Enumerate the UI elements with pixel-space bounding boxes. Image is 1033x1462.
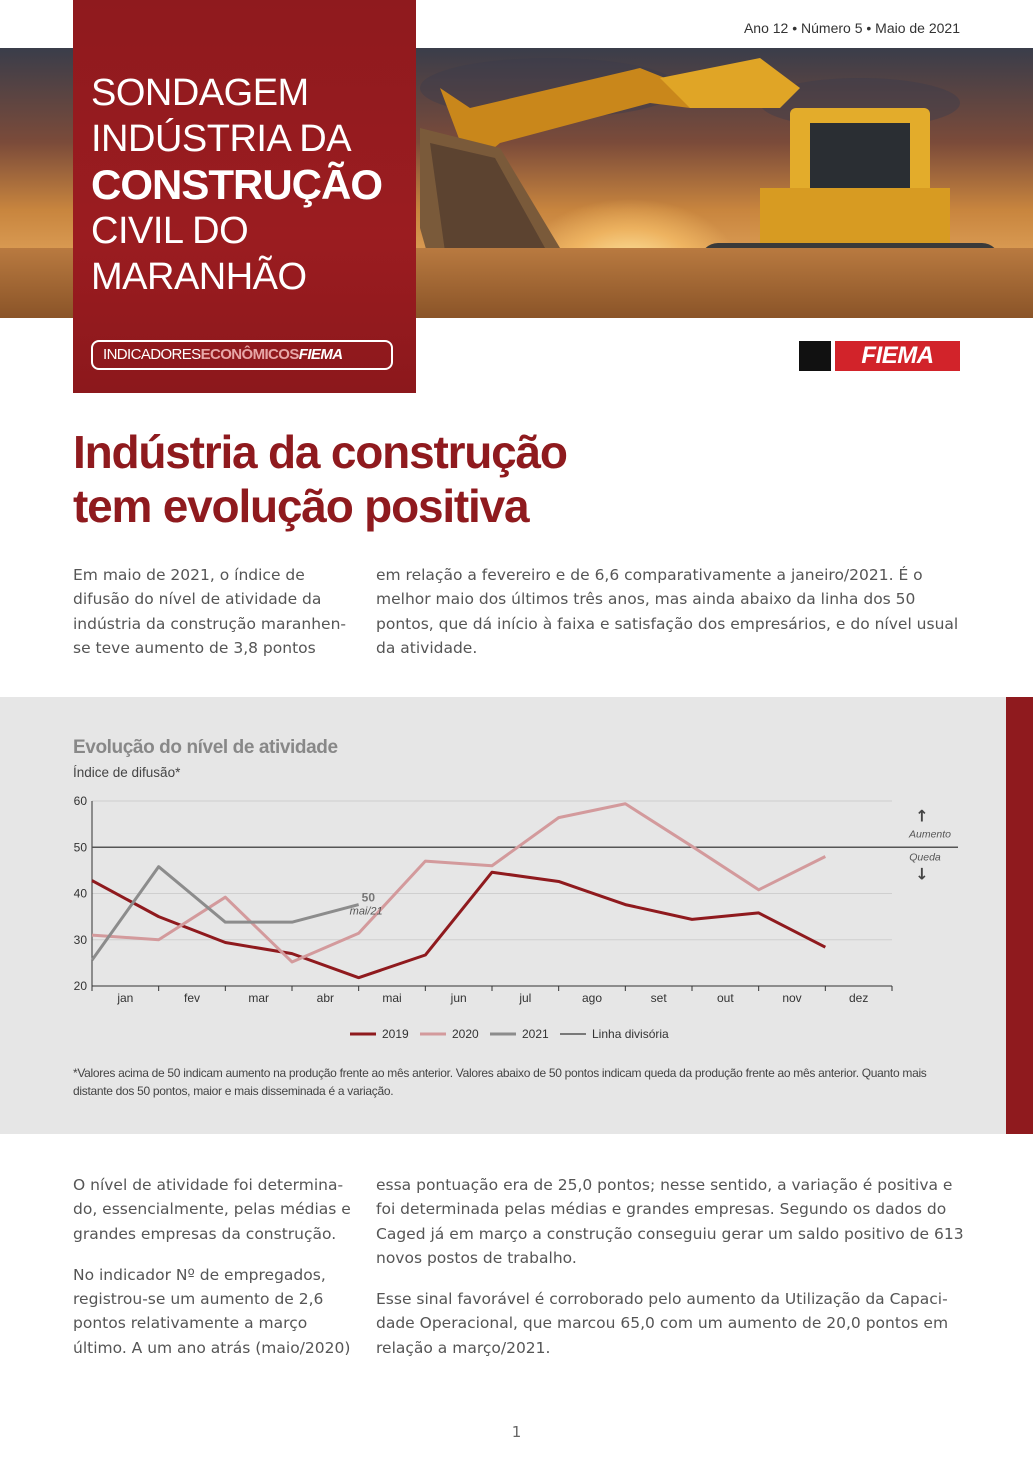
badge-part: ECONÔMICOS bbox=[200, 346, 299, 363]
x-tick-label: jun bbox=[450, 991, 467, 1005]
decrease-label: Queda bbox=[909, 851, 941, 864]
intro-paragraph-right: em relação a fevereiro e de 6,6 comparativamente a janeiro/2021. É o melhor maio dos últimos três anos, mas ainda abaixo da linha dos 50 pontos, que dá início à faixa e satisfação dos empresários, e do nível usual da atividade. bbox=[376, 566, 959, 657]
x-tick-label: set bbox=[650, 991, 667, 1005]
body-column-left bbox=[73, 1173, 353, 1360]
badge-part: FIEMA bbox=[298, 346, 343, 363]
y-tick-label: 20 bbox=[73, 979, 87, 993]
x-tick-label: dez bbox=[848, 991, 869, 1005]
legend-label: 2019 bbox=[382, 1027, 409, 1041]
intro-paragraph-left: Em maio de 2021, o índice de difusão do nível de atividade da indústria da construção maranhen-se teve aumento de 3,8 pontos bbox=[73, 566, 346, 657]
legend-label: 2021 bbox=[522, 1027, 549, 1041]
increase-label: Aumento bbox=[908, 828, 952, 841]
body-paragraph: No indicador Nº de empregados, registrou-se um aumento de 2,6 pontos relativamente a março último. A um ano atrás (maio/2020) bbox=[73, 1265, 351, 1357]
series-line-2021 bbox=[92, 867, 359, 960]
x-tick-label: mai bbox=[382, 991, 402, 1005]
body-paragraph: Esse sinal favorável é corroborado pelo aumento da Utilização da Capaci-dade Operacional, que marcou 65,0 com um aumento de 20,0 pontos em relação a março/2021. bbox=[376, 1290, 949, 1357]
x-tick-label: jan bbox=[117, 991, 134, 1005]
publication-title bbox=[91, 70, 382, 300]
annotation-label: mai/21 bbox=[349, 905, 383, 918]
title-line: INDÚSTRIA DA bbox=[91, 118, 352, 160]
legend-label: Linha divisória bbox=[592, 1027, 669, 1041]
headline-line: tem evolução positiva bbox=[73, 480, 529, 532]
title-line: CIVIL DO bbox=[91, 210, 249, 252]
x-tick-label: nov bbox=[782, 991, 802, 1005]
x-tick-label: abr bbox=[316, 991, 335, 1005]
x-tick-label: out bbox=[716, 991, 734, 1005]
chart-accent-bar bbox=[1006, 697, 1033, 1134]
series-badge bbox=[91, 340, 393, 370]
x-tick-label: ago bbox=[581, 991, 603, 1005]
title-line: CONSTRUÇÃO bbox=[91, 161, 382, 208]
body-paragraph: essa pontuação era de 25,0 pontos; nesse sentido, a variação é positiva e foi determinada pelas médias e grandes empresas. Segundo os dados do Caged já em março a construção conseguiu gerar um saldo positivo de 613 novos postos de trabalho. bbox=[376, 1176, 964, 1267]
chart-ylabel: Índice de difusão* bbox=[73, 765, 181, 780]
y-tick-label: 40 bbox=[73, 886, 87, 901]
annotation-value: 50 bbox=[361, 890, 376, 905]
body-column-right bbox=[376, 1173, 966, 1360]
arrow-up-icon: ↑ bbox=[915, 806, 929, 826]
edition-info: Ano 12 • Número 5 • Maio de 2021 bbox=[743, 20, 960, 36]
badge-part: INDICADORES bbox=[103, 346, 201, 363]
title-line: SONDAGEM bbox=[91, 72, 309, 114]
logo-wordmark: FIEMA bbox=[835, 341, 960, 371]
arrow-down-icon: ↓ bbox=[915, 864, 929, 884]
series-line-2020 bbox=[92, 804, 825, 962]
x-tick-label: jul bbox=[519, 991, 532, 1005]
x-tick-label: mar bbox=[248, 991, 270, 1005]
chart-footnote: *Valores acima de 50 indicam aumento na produção frente ao mês anterior. Valores abaixo de 50 pontos indicam queda da produção frente ao mês anterior. Quanto mais distante dos 50 pontos, maior e mais disseminada é a variação. bbox=[73, 1066, 927, 1098]
series-line-2019 bbox=[92, 872, 825, 977]
headline bbox=[73, 425, 773, 533]
headline-line: Indústria da construção bbox=[73, 426, 567, 478]
y-tick-label: 50 bbox=[73, 840, 87, 855]
logo-emblem-icon bbox=[799, 341, 831, 371]
x-tick-label: fev bbox=[183, 991, 201, 1005]
publication-title-box bbox=[73, 0, 416, 393]
page-number: 1 bbox=[511, 1423, 522, 1441]
y-tick-label: 60 bbox=[73, 794, 87, 808]
y-tick-label: 30 bbox=[73, 932, 87, 947]
title-line: MARANHÃO bbox=[91, 256, 307, 298]
legend-label: 2020 bbox=[452, 1027, 479, 1041]
fiema-logo bbox=[799, 341, 960, 371]
body-paragraph: O nível de atividade foi determina-do, essencialmente, pelas médias e grandes empresas da construção. bbox=[73, 1176, 351, 1243]
chart-title: Evolução do nível de atividade bbox=[73, 737, 338, 758]
